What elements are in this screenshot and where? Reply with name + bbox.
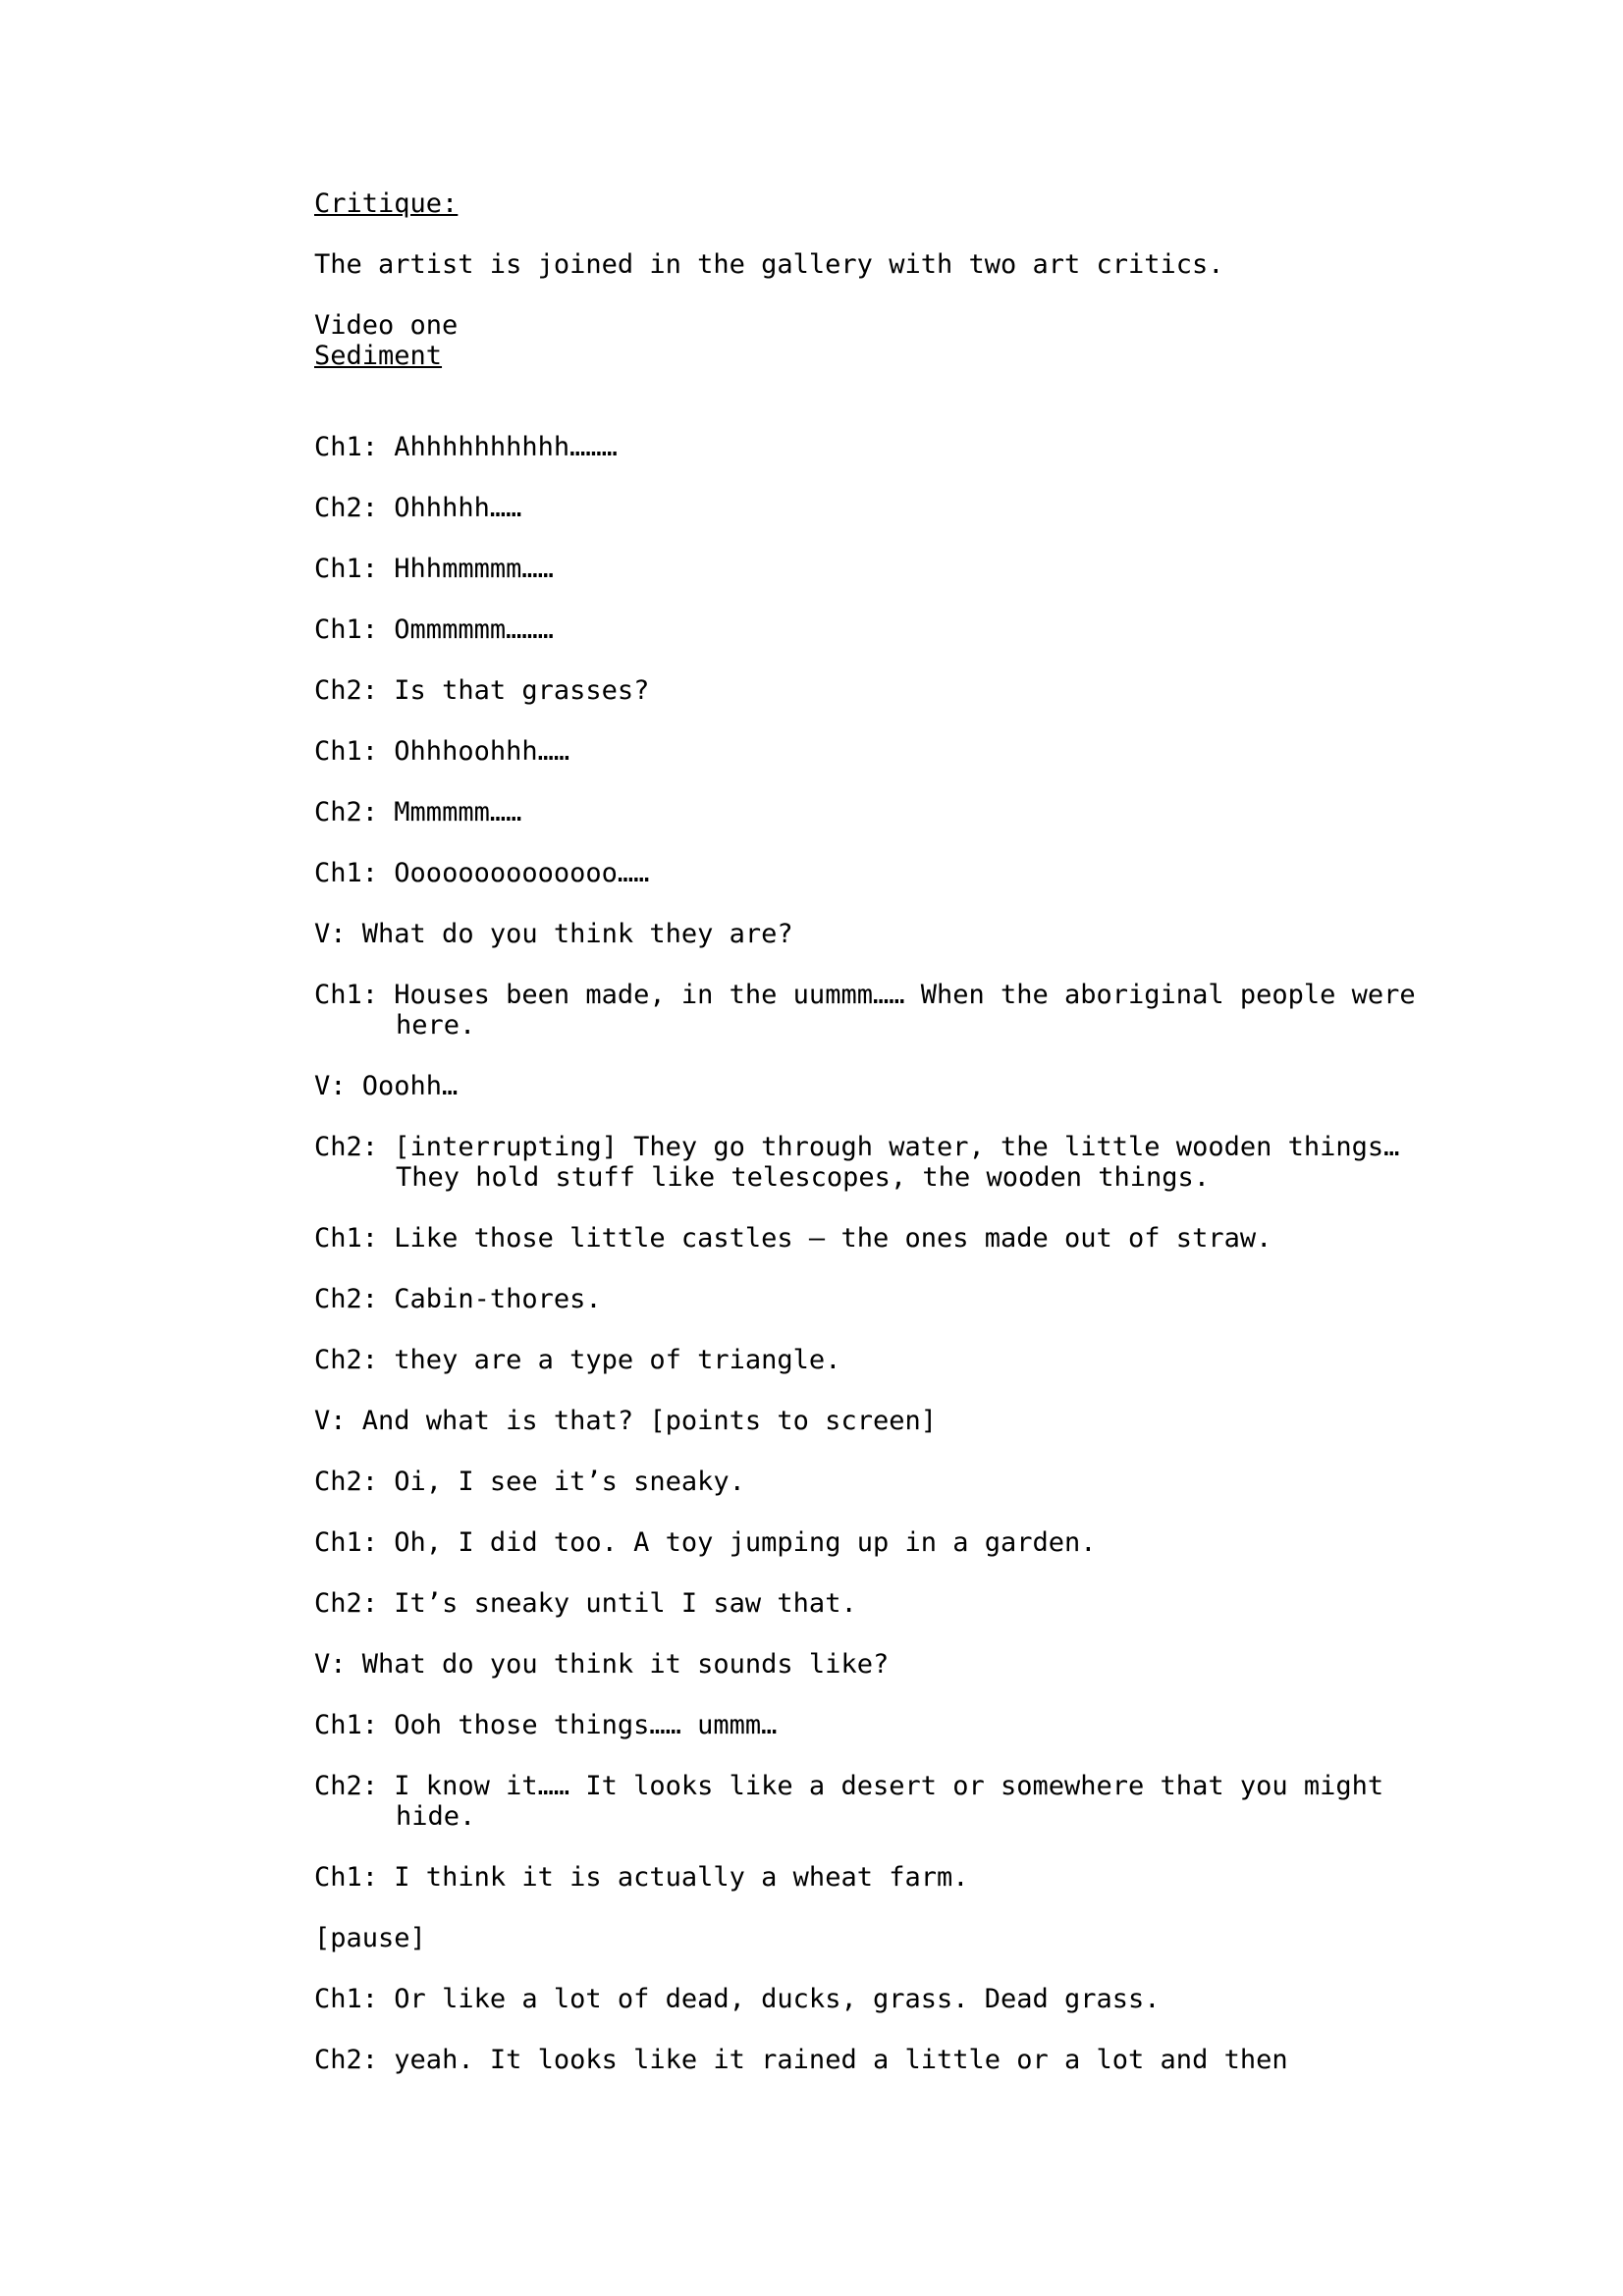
speech-text: yeah. It looks like it rained a little or a lot and then: [394, 2045, 1288, 2075]
speech-text: I think it is actually a wheat farm.: [394, 1862, 969, 1893]
dialogue-line: [314, 1284, 1424, 1314]
dialogue-line: [314, 675, 1424, 706]
speaker-label: Ch1:: [314, 614, 379, 645]
dialogue-line: [314, 614, 1424, 645]
speaker-label: Ch2:: [314, 797, 379, 828]
dialogue-line: [314, 797, 1424, 828]
dialogue-line: [314, 980, 1424, 1041]
speaker-label: V:: [314, 1406, 347, 1436]
dialogue-line: [314, 1071, 1424, 1101]
stage-direction-text: [pause]: [314, 1923, 426, 1953]
dialogue-line: [314, 1588, 1424, 1619]
speech-text: Mmmmmm……: [394, 797, 522, 828]
speaker-label: Ch1:: [314, 1527, 379, 1558]
speaker-label: Ch2:: [314, 493, 379, 523]
speaker-label: Ch2:: [314, 2045, 379, 2075]
dialogue-line: [314, 1345, 1424, 1375]
speech-text: Ohhhhh……: [394, 493, 522, 523]
dialogue-line: [314, 1984, 1424, 2014]
speech-text: Ommmmmm………: [394, 614, 554, 645]
stage-direction: [314, 1923, 1424, 1953]
speech-text: [interrupting] They go through water, the little wooden things… They hold stuff like telescopes, the wooden things.: [394, 1132, 1400, 1193]
speech-text: Like those little castles – the ones made out of straw.: [394, 1223, 1272, 1254]
speaker-label: Ch1:: [314, 554, 379, 584]
speech-text: Is that grasses?: [394, 675, 650, 706]
speaker-label: V:: [314, 1649, 347, 1680]
dialogue-line: [314, 1132, 1424, 1193]
document-title: Critique:: [314, 188, 459, 219]
dialogue-line: [314, 1223, 1424, 1254]
speech-text: Oh, I did too. A toy jumping up in a garden.: [394, 1527, 1097, 1558]
dialogue-line: [314, 493, 1424, 523]
speech-text: What do you think they are?: [361, 919, 793, 949]
speech-text: Hhhmmmmm……: [394, 554, 554, 584]
speech-text: Or like a lot of dead, ducks, grass. Dead grass.: [394, 1984, 1161, 2014]
speaker-label: Ch1:: [314, 1862, 379, 1893]
speech-text: I know it…… It looks like a desert or somewhere that you might hide.: [394, 1771, 1384, 1832]
dialogue-line: [314, 736, 1424, 767]
document-body: [314, 188, 1424, 2106]
dialogue-line: [314, 432, 1424, 462]
speaker-label: Ch2:: [314, 1467, 379, 1497]
speech-text: Ooohh…: [361, 1071, 459, 1101]
dialogue-line: [314, 1862, 1424, 1893]
speaker-label: Ch1:: [314, 432, 379, 462]
speaker-label: Ch1:: [314, 1984, 379, 2014]
speaker-label: Ch2:: [314, 1771, 379, 1801]
speaker-label: Ch1:: [314, 858, 379, 888]
dialogue-line: [314, 1527, 1424, 1558]
speech-text: It’s sneaky until I saw that.: [394, 1588, 857, 1619]
speaker-label: Ch2:: [314, 1132, 379, 1162]
speaker-label: Ch1:: [314, 1223, 379, 1254]
speaker-label: Ch2:: [314, 675, 379, 706]
video-label: Video one: [314, 310, 459, 341]
speaker-label: Ch1:: [314, 736, 379, 767]
dialogue-transcript: [314, 432, 1424, 2075]
speech-text: Houses been made, in the uummm…… When the aboriginal people were here.: [394, 980, 1416, 1041]
speech-text: Oooooooooooooo……: [394, 858, 650, 888]
speech-text: And what is that? [points to screen]: [361, 1406, 937, 1436]
dialogue-line: [314, 2045, 1424, 2075]
speech-text: Cabin-thores.: [394, 1284, 602, 1314]
speech-text: they are a type of triangle.: [394, 1345, 841, 1375]
speaker-label: Ch2:: [314, 1345, 379, 1375]
speaker-label: Ch1:: [314, 1710, 379, 1740]
speaker-label: Ch1:: [314, 980, 379, 1010]
dialogue-line: [314, 1710, 1424, 1740]
dialogue-line: [314, 1771, 1424, 1832]
dialogue-line: [314, 1406, 1424, 1436]
dialogue-line: [314, 1467, 1424, 1497]
dialogue-line: [314, 1649, 1424, 1680]
speech-text: Oi, I see it’s sneaky.: [394, 1467, 745, 1497]
dialogue-line: [314, 554, 1424, 584]
speaker-label: V:: [314, 1071, 347, 1101]
speaker-label: Ch2:: [314, 1588, 379, 1619]
speaker-label: V:: [314, 919, 347, 949]
intro-paragraph: The artist is joined in the gallery with two art critics.: [314, 249, 1224, 280]
speech-text: Ooh those things…… ummm…: [394, 1710, 778, 1740]
dialogue-line: [314, 919, 1424, 949]
dialogue-line: [314, 858, 1424, 888]
speech-text: What do you think it sounds like?: [361, 1649, 890, 1680]
speech-text: Ohhhoohhh……: [394, 736, 570, 767]
video-title: Sediment: [314, 341, 443, 371]
speaker-label: Ch2:: [314, 1284, 379, 1314]
speech-text: Ahhhhhhhhhh………: [394, 432, 618, 462]
